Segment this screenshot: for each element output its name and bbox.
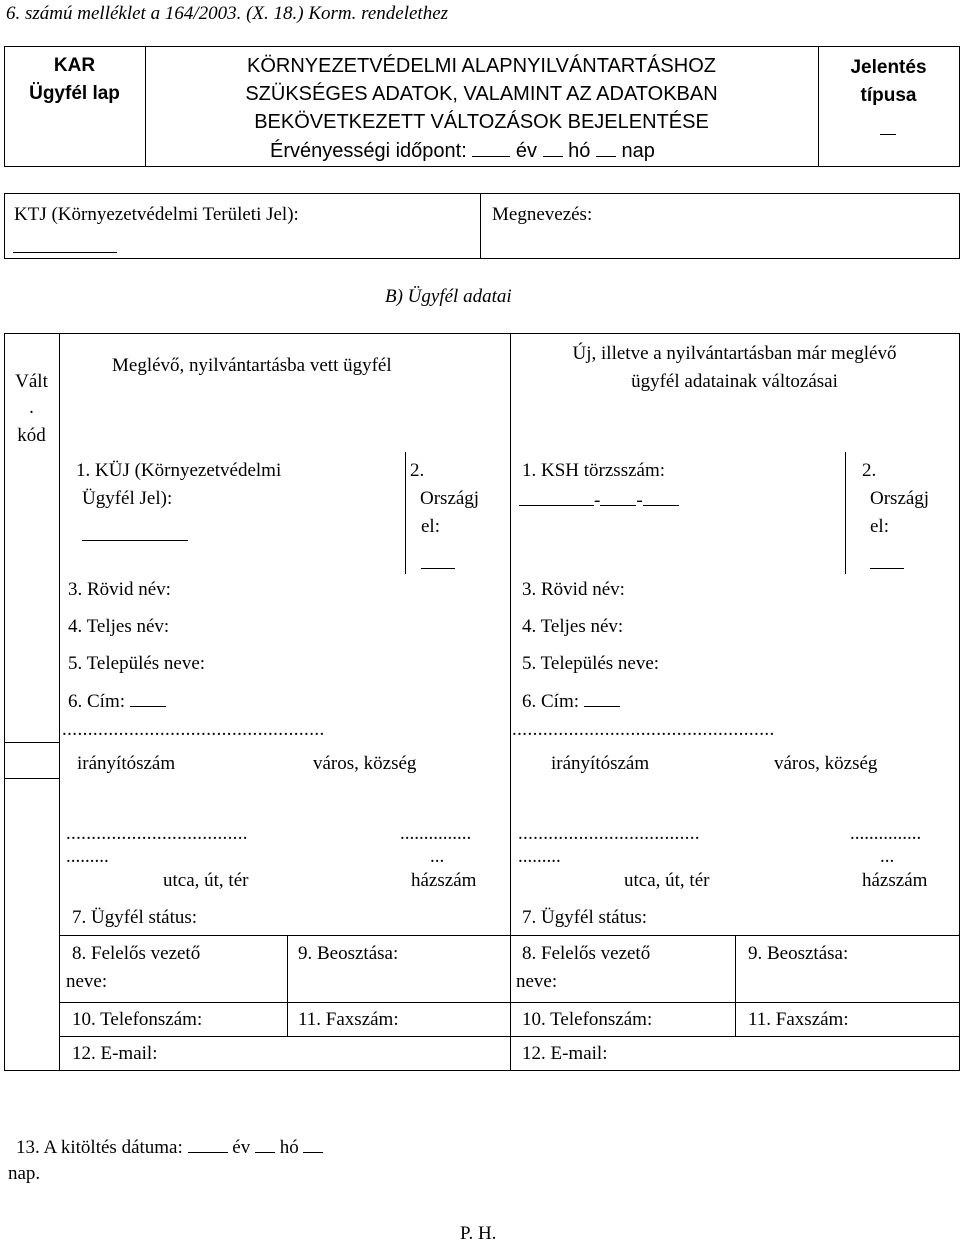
left-short-name: 3. Rövid név: [68, 579, 171, 600]
right-street: utca, út, tér [624, 870, 710, 891]
fill-month-label: hó [279, 1137, 299, 1158]
year-blank[interactable] [472, 136, 510, 157]
right-phone: 10. Telefonszám: [522, 1009, 653, 1030]
right-settlement: 5. Település neve: [522, 653, 660, 674]
ksh-blank-2[interactable] [600, 485, 636, 506]
form-title-line3: BEKÖVETKEZETT VÁLTOZÁSOK BEJELENTÉSE [254, 111, 709, 133]
left-fax: 11. Faxszám: [298, 1009, 399, 1030]
right-dots-house: ............... [850, 823, 922, 844]
ktj-blank[interactable] [13, 252, 117, 253]
left-dots-house: ............... [400, 823, 472, 844]
left-manager-2: neve: [66, 971, 108, 992]
day-label: nap [621, 140, 655, 162]
fill-date-label: 13. A kitöltés dátuma: [16, 1137, 183, 1158]
right-dots-zip-city: ................................................... [512, 719, 775, 740]
fill-day-blank[interactable] [303, 1132, 323, 1153]
fill-year-blank[interactable] [188, 1132, 228, 1153]
right-city: város, község [774, 753, 878, 774]
left-city: város, község [313, 753, 417, 774]
right-dots-house-2: ... [880, 846, 895, 867]
report-type-label-2: típusa [860, 85, 917, 106]
right-status: 7. Ügyfél státus: [522, 907, 648, 928]
existing-client-header: Meglévő, nyilvántartásba vett ügyfél [112, 355, 392, 376]
left-street: utca, út, tér [163, 870, 249, 891]
change-code-dot: . [29, 397, 34, 418]
page-header: 6. számú melléklet a 164/2003. (X. 18.) Korm. rendelethez [6, 3, 449, 24]
left-address [68, 686, 166, 716]
day-blank[interactable] [596, 136, 616, 157]
report-type-blank[interactable] [880, 134, 896, 135]
right-full-name: 4. Teljes név: [522, 616, 624, 637]
left-address-blank[interactable] [130, 686, 166, 707]
left-zip: irányítószám [77, 753, 176, 774]
left-dots-house-2: ... [430, 846, 445, 867]
ksh-blank-3[interactable] [643, 485, 679, 506]
right-zip: irányítószám [551, 753, 650, 774]
left-settlement: 5. Település neve: [68, 653, 206, 674]
month-blank[interactable] [543, 136, 563, 157]
kuj-label-2: Ügyfél Jel): [82, 488, 173, 509]
right-country-label-3: el: [870, 516, 889, 537]
left-country-label: 2. [410, 460, 425, 481]
right-short-name: 3. Rövid név: [522, 579, 625, 600]
right-dots-street: .................................... [518, 823, 700, 844]
right-address-blank[interactable] [584, 686, 620, 707]
right-manager: 8. Felelős vezető [522, 943, 651, 964]
left-country-label-3: el: [421, 516, 440, 537]
new-client-header: Új, illetve a nyilvántartásban már meglévő [572, 343, 897, 364]
left-manager: 8. Felelős vezető [72, 943, 201, 964]
form-title-line2: SZÜKSÉGES ADATOK, VALAMINT AZ ADATOKBAN [245, 83, 718, 105]
change-code-label: Vált [15, 371, 48, 392]
validity-label: Érvényességi időpont: [270, 140, 467, 162]
ksh-dash-2: - [636, 490, 643, 511]
left-address-label: 6. Cím: [68, 691, 126, 712]
ksh-field [519, 485, 679, 515]
right-manager-2: neve: [516, 971, 558, 992]
name-label: Megnevezés: [492, 204, 593, 225]
ksh-dash-1: - [594, 490, 601, 511]
left-house-number: házszám [411, 870, 477, 891]
month-label: hó [568, 140, 591, 162]
right-fax: 11. Faxszám: [748, 1009, 849, 1030]
change-code-label-2: kód [17, 425, 46, 446]
left-position: 9. Beosztása: [298, 943, 399, 964]
kar-label: KAR [53, 55, 96, 76]
ksh-label: 1. KSH törzsszám: [522, 460, 666, 481]
right-address-label: 6. Cím: [522, 691, 580, 712]
new-client-header-2: ügyfél adatainak változásai [631, 371, 838, 392]
kuj-blank[interactable] [82, 540, 188, 541]
ktj-label: KTJ (Környezetvédelmi Területi Jel): [14, 204, 299, 225]
left-full-name: 4. Teljes név: [68, 616, 170, 637]
right-house-number: házszám [862, 870, 928, 891]
right-address [522, 686, 620, 716]
kuj-label: 1. KÜJ (Környezetvédelmi [76, 460, 282, 481]
fill-year-label: év [232, 1137, 251, 1158]
right-country-label: 2. [862, 460, 877, 481]
left-status: 7. Ügyfél státus: [72, 907, 198, 928]
form-title-line1: KÖRNYEZETVÉDELMI ALAPNYILVÁNTARTÁSHOZ [246, 55, 716, 77]
year-label: év [515, 140, 538, 162]
validity-date [270, 136, 655, 165]
client-sheet-label: Ügyfél lap [29, 83, 120, 104]
right-dots-street-2: ......... [518, 846, 561, 867]
left-country-blank[interactable] [421, 568, 455, 569]
left-email: 12. E-mail: [72, 1043, 158, 1064]
left-dots-street-2: ......... [66, 846, 109, 867]
fill-month-blank[interactable] [255, 1132, 275, 1153]
right-email: 12. E-mail: [522, 1043, 608, 1064]
fill-date [16, 1132, 323, 1162]
right-country-blank[interactable] [870, 568, 904, 569]
left-dots-zip-city: ................................................... [62, 719, 325, 740]
left-phone: 10. Telefonszám: [72, 1009, 203, 1030]
stamp-placeholder: P. H. [460, 1223, 497, 1244]
left-country-label-2: Országj [420, 488, 480, 509]
fill-day-label: nap. [8, 1163, 41, 1184]
left-dots-street: .................................... [66, 823, 248, 844]
report-type-label: Jelentés [850, 57, 927, 78]
section-title: B) Ügyfél adatai [385, 286, 512, 307]
ksh-blank-1[interactable] [519, 485, 594, 506]
right-country-label-2: Országj [870, 488, 930, 509]
right-position: 9. Beosztása: [748, 943, 849, 964]
